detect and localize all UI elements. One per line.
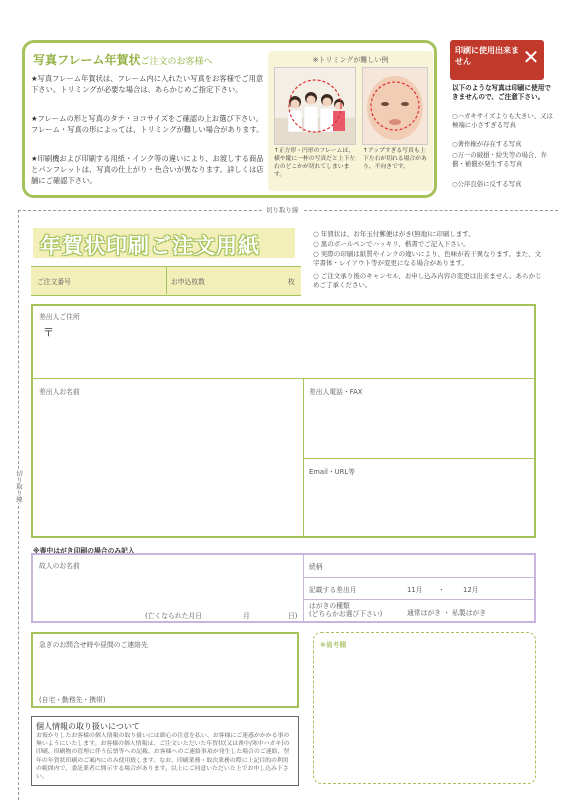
sender-info-box <box>31 304 536 538</box>
quantity-field[interactable] <box>167 267 287 294</box>
address-label: 差出人ご住所 <box>39 313 80 321</box>
order-info-row <box>31 266 301 296</box>
not-usable-title: 印刷に使用出来ません <box>455 46 519 66</box>
trimming-caption-closeup: ↑アップすぎる写真も上下左右が切れる場合があり、不向きです。 <box>363 148 427 170</box>
notice-title: 写真フレーム年賀状ご注文のお客様へ <box>33 53 213 67</box>
notice-bullet: ★印刷機および印刷する用紙・インク等の違いにより、お渡しする商品とパンフレットは、写真の仕上がり・色合いが異なります。詳しくは店舗にご確認下さい。 <box>31 154 264 185</box>
card-type-options[interactable]: 通常はがき ・ 私製はがき <box>407 609 487 617</box>
trimming-example <box>268 51 433 191</box>
cross-icon: ✕ <box>522 45 540 69</box>
notice-bullet: ★写真フレーム年賀状は、フレーム内に入れたい写真をお客様でご用意下さい。トリミングが必要な場合は、あらかじめご指定下さい。 <box>31 74 264 94</box>
form-note: ○ 年賀状は、お年玉付郵便はがき(無地)に印刷します。 <box>313 230 475 238</box>
privacy-policy-box <box>31 716 299 786</box>
quantity-unit: 枚 <box>288 278 295 286</box>
contact-label: 急ぎのお問合せ時や昼間のご連絡先 <box>39 641 148 649</box>
send-month-label: 記載する差出月 <box>309 586 357 594</box>
death-month-unit: 月 <box>243 612 250 620</box>
quantity-label: お申込枚数 <box>171 278 205 286</box>
sender-name-label: 差出人お名前 <box>39 388 80 396</box>
email-label: Email・URL等 <box>309 468 355 476</box>
card-type-label: はがきの種類 (どちらかお選び下さい) <box>309 602 383 618</box>
relation-field[interactable] <box>304 555 534 577</box>
cut-line-label-vertical: 切り取り線 <box>12 470 24 503</box>
month-separator: ・ <box>438 586 445 594</box>
address-field[interactable] <box>33 306 534 378</box>
cut-line-vertical <box>18 210 19 800</box>
mourning-note: ※喪中はがき印刷の場合のみ記入 <box>33 547 135 555</box>
privacy-title: 個人情報の取り扱いについて <box>36 722 140 731</box>
contact-sub-label: (自宅・勤務先・携帯) <box>39 696 106 704</box>
closeup-photo-example <box>362 67 428 145</box>
relation-label: 続柄 <box>309 563 323 571</box>
cut-line-label: 切り取り線 <box>262 205 303 214</box>
not-usable-item: ○著作権が存在する写真 <box>452 140 522 148</box>
divider <box>303 577 534 578</box>
phone-label: 差出人電話・FAX <box>309 388 363 396</box>
contact-box <box>31 632 299 708</box>
divider <box>303 458 534 459</box>
privacy-text: お預かりしたお客様の個人情報の取り扱いには細心の注意を払い、お客様にご迷惑がかかる事の無いようにいたします。お客様の個人情報は、ご注文いただいた年賀状(又は喪中/寒中ハガキ)の印刷、印刷物の管理に伴う伝票等への記載、お客様へのご連絡事項が発生した場合のご連絡、翌年の年賀状印刷のご案内にのみ使用致します。なお、印刷業務・取次業務の際に上記目的の利用の範囲内で、委託業者に開示する場合があります。以上にご同意いただいた上でお申し込み下さい。 <box>36 733 290 781</box>
photo-frame-notice <box>22 40 437 198</box>
not-usable-item: ○ハガキサイズよりも大きい、又は極端に小さすぎる写真 <box>452 112 553 129</box>
trimming-caption-frame: ↑正方形・円形のフレームは、横や縦に一杯の写真だと上下左右のどこかが切れてしまいます。 <box>274 148 356 178</box>
sender-name-field[interactable] <box>33 380 303 536</box>
notice-bullet: ★フレームの形と写真のタテ・ヨコサイズをご確認の上お選び下さい。フレーム・写真の形によっては、トリミングが難しい場合があります。 <box>31 114 264 134</box>
form-note: ○ 実際の印刷は紙質やインクの違いにより、色味が若干異なります。また、文字書体・レイアウト等が変更になる場合があります。 <box>313 250 542 267</box>
postal-mark: 〒 <box>43 326 54 339</box>
month-option-november[interactable]: 11月 <box>407 586 423 594</box>
phone-field[interactable] <box>304 380 534 458</box>
divider <box>33 378 534 379</box>
month-option-december[interactable]: 12月 <box>463 586 479 594</box>
form-note: ○ 黒のボールペンでハッキリ、楷書でご記入下さい。 <box>313 240 470 248</box>
form-note: ○ ご注文承り後のキャンセル、お申し込み内容の変更は出来ません。あらかじめご了承ください。 <box>313 272 542 289</box>
not-usable-intro: 以下のような写真は印刷に使用できませんので、ご注意下さい。 <box>452 84 551 101</box>
order-number-field[interactable] <box>31 267 166 294</box>
memo-label: ※備考欄 <box>320 641 347 649</box>
deceased-name-label: 故人のお名前 <box>39 562 80 570</box>
death-date-label: (亡くなられた月日 <box>145 612 203 620</box>
memo-box[interactable] <box>313 632 536 784</box>
divider <box>303 599 534 600</box>
form-title: 年賀状印刷ご注文用紙 <box>40 234 260 258</box>
not-usable-item: ○万一の破損・紛失等の場合、弁償・補償が発生する写真 <box>452 151 548 168</box>
family-photo-example <box>274 67 356 145</box>
email-field[interactable] <box>304 460 534 536</box>
not-usable-item: ○公序良俗に反する写真 <box>452 180 522 188</box>
order-number-label: ご注文番号 <box>37 278 71 286</box>
mourning-card-box <box>31 553 536 623</box>
death-day-unit: 日) <box>288 612 298 620</box>
not-usable-banner <box>450 40 544 80</box>
trimming-example-label: ※トリミングが難しい例 <box>312 56 389 64</box>
